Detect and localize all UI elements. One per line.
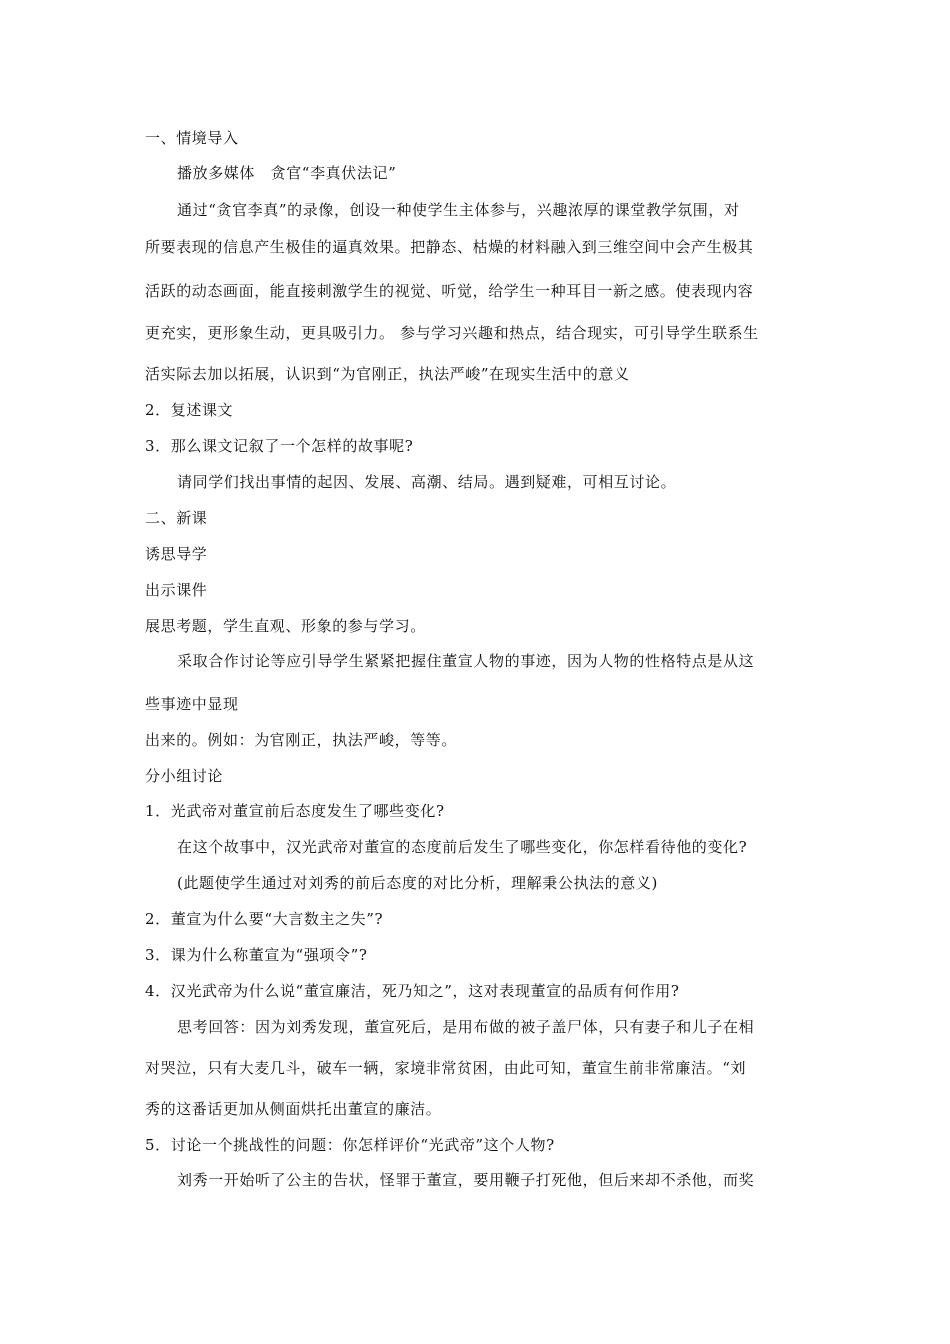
section-heading-situation-intro: 一、情境导入 — [145, 129, 239, 147]
list-item: 3．那么课文记叙了一个怎样的故事呢? — [145, 437, 414, 455]
paragraph-line: 展思考题，学生直观、形象的参与学习。 — [145, 617, 426, 635]
list-item: 5．讨论一个挑战性的问题：你怎样评价“光武帝”这个人物? — [145, 1136, 555, 1154]
list-item: 3．课为什么称董宣为“强项令”? — [145, 946, 368, 964]
list-item: 2．复述课文 — [145, 401, 234, 419]
subheading: 出示课件 — [145, 581, 208, 599]
paragraph-line: 采取合作讨论等应引导学生紧紧把握住董宣人物的事迹，因为人物的性格特点是从这 — [177, 652, 755, 670]
subheading: 诱思导学 — [145, 545, 208, 563]
subheading: 分小组讨论 — [145, 767, 224, 785]
paragraph-line: 活跃的动态画面，能直接刺激学生的视觉、听觉，给学生一种耳目一新之感。使表现内容 — [145, 282, 754, 300]
paragraph-line: 思考回答：因为刘秀发现，董宣死后，是用布做的被子盖尸体，只有妻子和儿子在相 — [177, 1018, 755, 1036]
paragraph-line: (此题使学生通过对刘秀的前后态度的对比分析，理解秉公执法的意义) — [177, 874, 658, 892]
list-item: 2．董宣为什么要“大言数主之失”? — [145, 910, 384, 928]
list-item: 1．光武帝对董宣前后态度发生了哪些变化? — [145, 802, 445, 820]
paragraph-line: 出来的。例如：为官刚正，执法严峻，等等。 — [145, 731, 458, 749]
paragraph-line: 些事迹中显现 — [145, 695, 239, 713]
paragraph-line: 在这个故事中，汉光武帝对董宣的态度前后发生了哪些变化，你怎样看待他的变化? — [177, 838, 748, 856]
paragraph-line: 对哭泣，只有大麦几斗，破车一辆，家境非常贫困，由此可知，董宣生前非常廉洁。“刘 — [145, 1059, 747, 1077]
paragraph-line: 通过“贪官李真”的录像，创设一种使学生主体参与，兴趣浓厚的课堂教学氛围，对 — [177, 201, 740, 219]
paragraph-line: 更充实，更形象生动，更具吸引力。 参与学习兴趣和热点，结合现实，可引导学生联系生 — [145, 324, 759, 342]
document-page — [145, 0, 810, 1344]
section-heading-new-lesson: 二、新课 — [145, 509, 208, 527]
paragraph-line: 请同学们找出事情的起因、发展、高潮、结局。遇到疑难，可相互讨论。 — [177, 473, 677, 491]
paragraph-line: 所要表现的信息产生极佳的逼真效果。把静态、枯燥的材料融入到三维空间中会产生极其 — [145, 238, 754, 256]
list-item: 4．汉光武帝为什么说“董宣廉洁，死乃知之”，这对表现董宣的品质有何作用? — [145, 982, 680, 1000]
paragraph-line: 活实际去加以拓展，认识到“为官刚正，执法严峻”在现实生活中的意义 — [145, 365, 630, 383]
paragraph-line: 播放多媒体 贪官“李真伏法记” — [177, 164, 397, 182]
paragraph-line: 秀的这番话更加从侧面烘托出董宣的廉洁。 — [145, 1100, 442, 1118]
paragraph-line: 刘秀一开始听了公主的告状，怪罪于董宣，要用鞭子打死他，但后来却不杀他，而奖 — [177, 1171, 755, 1189]
